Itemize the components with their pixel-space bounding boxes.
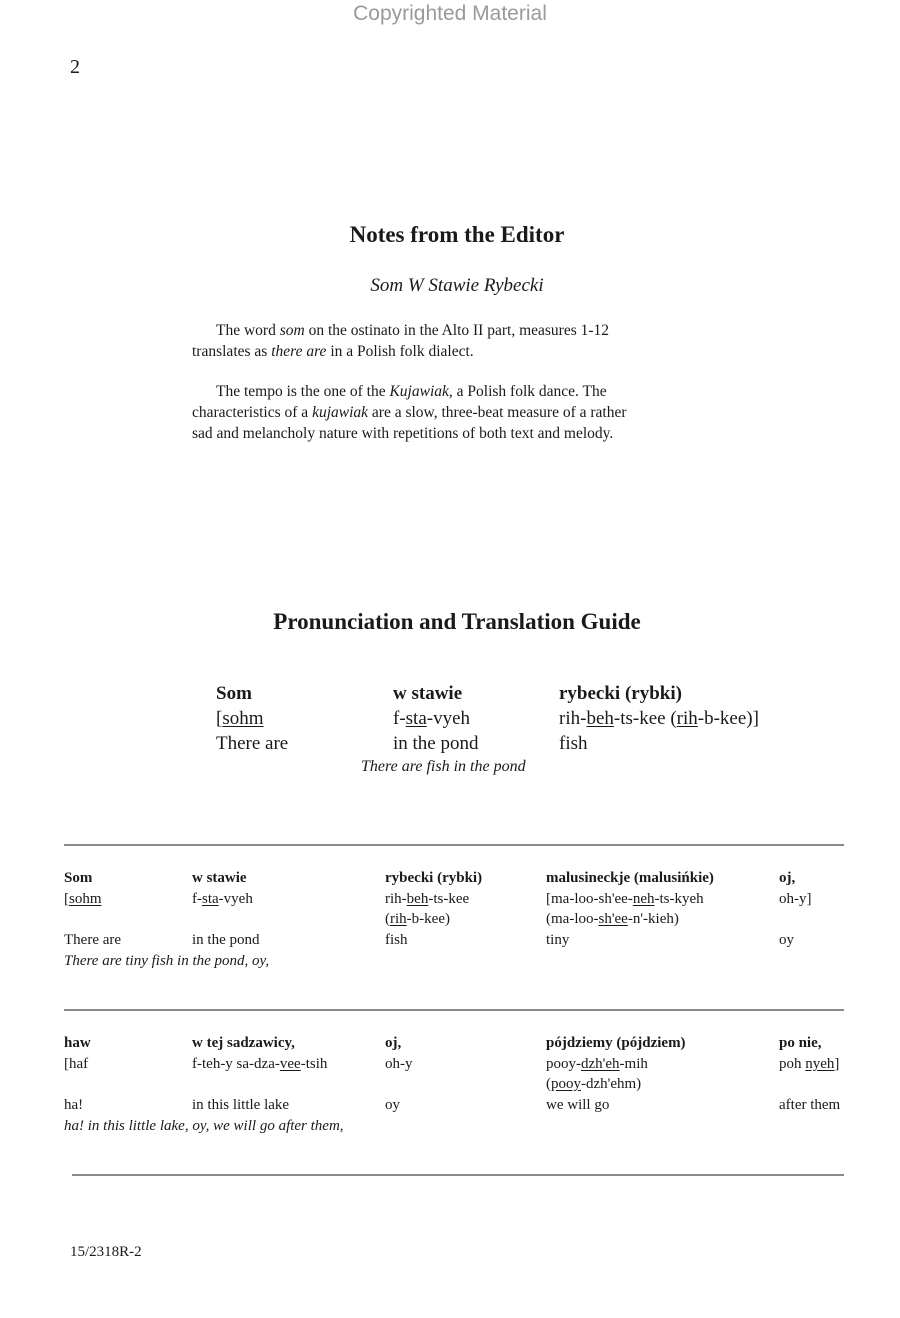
table1-trans-2: in the pond (192, 932, 260, 948)
table2-pron-3: oh-y (385, 1056, 413, 1072)
table1-pron-4b: (ma-loo-sh'ee-n'-kieh) (546, 911, 679, 927)
table1-word-5: oj, (779, 870, 796, 886)
table2-word-2: w tej sadzawicy, (192, 1035, 295, 1051)
catalog-number: 15/2318R-2 (70, 1244, 142, 1260)
table2-pron-4b: (pooy-dzh'ehm) (546, 1076, 642, 1092)
table1-pron-1: [sohm (64, 891, 102, 907)
guide-word-w-stawie: w stawie (393, 683, 463, 704)
divider (64, 1009, 844, 1011)
table1-trans-5: oy (779, 932, 794, 948)
table2-trans-2: in this little lake (192, 1097, 290, 1113)
guide-trans-w-stawie: in the pond (393, 733, 479, 754)
notes-subtitle: Som W Stawie Rybecki (370, 275, 544, 296)
guide-pron-w-stawie: f-sta-vyeh (393, 708, 471, 729)
guide-pron-som: [sohm (216, 708, 264, 729)
table1-pron-5: oh-y] (779, 891, 812, 907)
guide-line-translation: There are fish in the pond (361, 758, 526, 775)
table2-word-3: oj, (385, 1035, 402, 1051)
table2-pron-1: [haf (64, 1056, 89, 1072)
guide-trans-rybecki: fish (559, 733, 588, 754)
page-number: 2 (70, 56, 80, 78)
notes-title: Notes from the Editor (349, 222, 565, 247)
table2-word-4: pójdziemy (pójdziem) (546, 1035, 686, 1051)
table2-trans-1: ha! (64, 1097, 84, 1113)
table2-pron-4a: pooy-dzh'eh-mih (546, 1056, 648, 1072)
table1-trans-4: tiny (546, 932, 570, 948)
table2-line-translation: ha! in this little lake, oy, we will go after them, (64, 1118, 344, 1134)
table1-pron-3a: rih-beh-ts-kee (385, 891, 470, 907)
table2-pron-5: poh nyeh] (779, 1056, 840, 1072)
table1-word-3: rybecki (rybki) (385, 870, 483, 886)
table1-word-1: Som (64, 870, 93, 886)
guide-title: Pronunciation and Translation Guide (273, 609, 641, 634)
watermark: Copyrighted Material (353, 2, 547, 25)
table2-trans-4: we will go (546, 1097, 610, 1113)
table1-trans-3: fish (385, 932, 408, 948)
notes-paragraph-2: The tempo is the one of the Kujawiak, a Polish folk dance. The characteristics of a kujawiak are a slow, three-beat measure of a rather sad and melancholy nature with repetitions of both text and melody. (192, 383, 627, 442)
notes-paragraph-1: The word som on the ostinato in the Alto II part, measures 1-12 translates as there are in a Polish folk dialect. (192, 322, 610, 360)
table2-word-1: haw (64, 1035, 91, 1051)
table2-pron-2: f-teh-y sa-dza-vee-tsih (192, 1056, 328, 1072)
guide-word-som: Som (216, 683, 252, 704)
table1-pron-3b: (rih-b-kee) (385, 911, 450, 927)
table1-word-2: w stawie (192, 870, 247, 886)
guide-trans-som: There are (216, 733, 289, 754)
guide-pron-rybecki: rih-beh-ts-kee (rih-b-kee)] (559, 708, 759, 729)
table1-pron-2: f-sta-vyeh (192, 891, 253, 907)
table2-trans-3: oy (385, 1097, 400, 1113)
divider (64, 844, 844, 846)
divider (72, 1174, 844, 1176)
table1-line-translation: There are tiny fish in the pond, oy, (64, 953, 270, 969)
table1-trans-1: There are (64, 932, 122, 948)
table2-word-5: po nie, (779, 1035, 822, 1051)
guide-word-rybecki: rybecki (rybki) (559, 683, 682, 704)
table1-pron-4a: [ma-loo-sh'ee-neh-ts-kyeh (546, 891, 704, 907)
table2-trans-5: after them (779, 1097, 841, 1113)
table1-word-4: malusineckje (malusińkie) (546, 870, 714, 886)
